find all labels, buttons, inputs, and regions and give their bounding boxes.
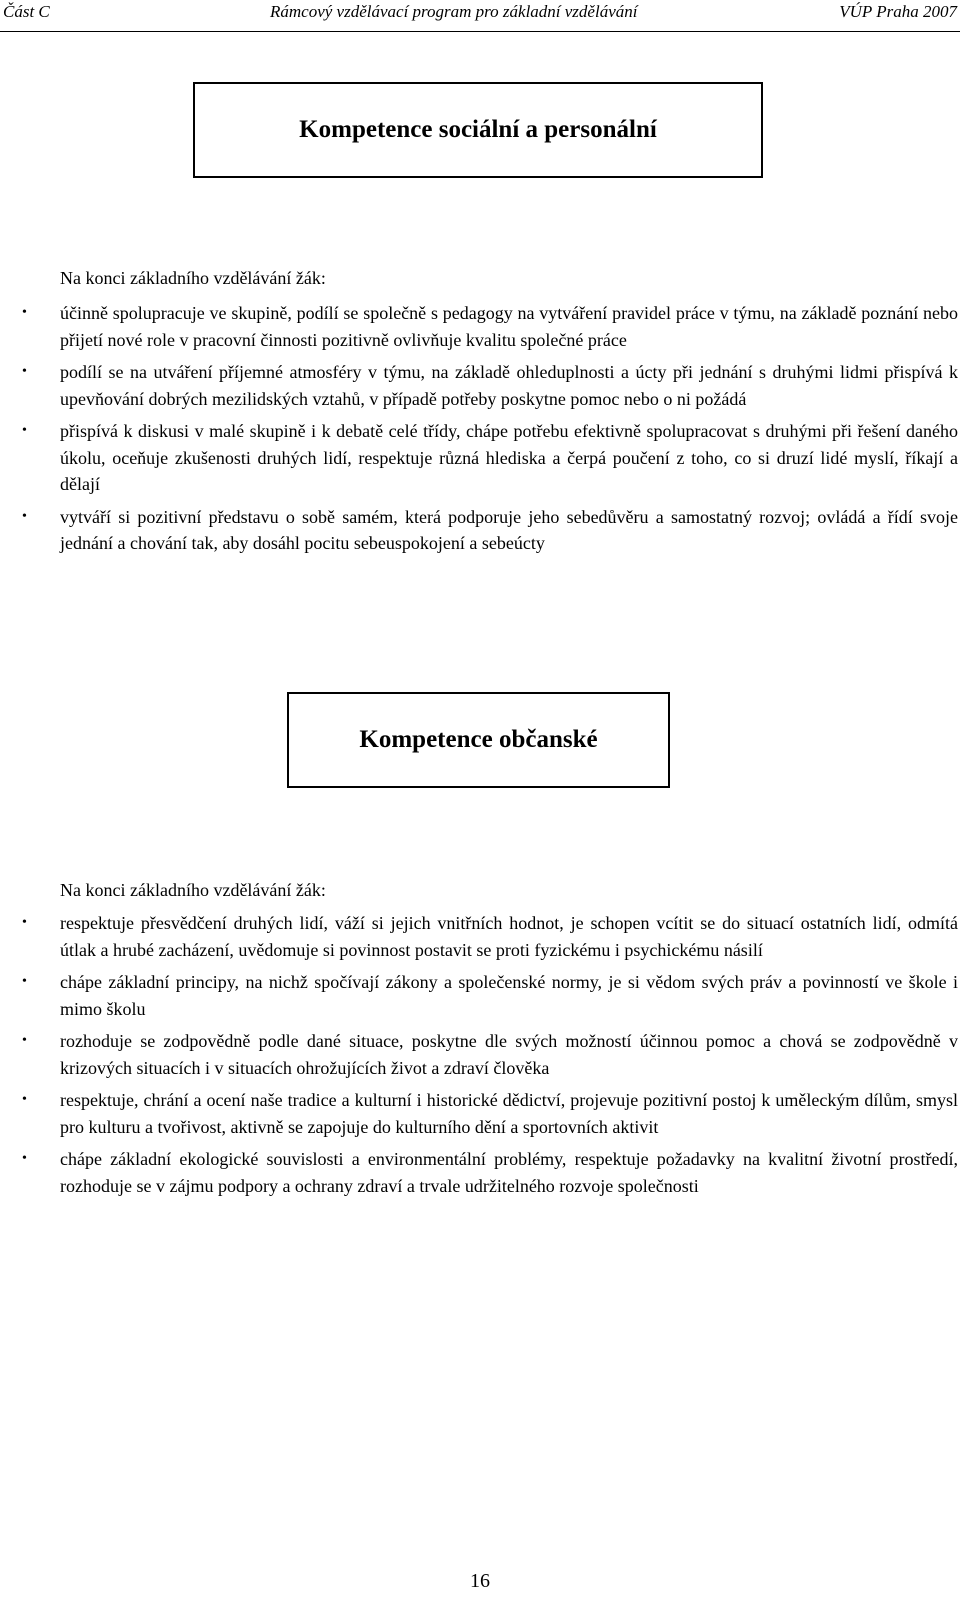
list-item-text: chápe základní principy, na nichž spočívají zákony a společenské normy, je si vědom svých práv a povinností ve škole i mimo školu: [60, 972, 958, 1019]
bullet-icon: •: [22, 974, 27, 989]
list-item: [0, 1028, 958, 1081]
list-item-text: rozhoduje se zodpovědně podle dané situace, poskytne dle svých možností účinnou pomoc a chová se zodpovědně v krizových situacích i v situacích ohrožujících život a zdraví člověka: [60, 1031, 958, 1078]
list-item: [0, 1087, 958, 1140]
bullet-icon: •: [22, 305, 27, 320]
bullet-icon: •: [22, 915, 27, 930]
page-number: 16: [470, 1570, 490, 1592]
list-item: [0, 969, 958, 1022]
bullet-icon: •: [22, 1092, 27, 1107]
competence-list-civic: [0, 910, 960, 1205]
bullet-icon: •: [22, 364, 27, 379]
list-item: [0, 910, 958, 963]
list-item: [0, 1146, 958, 1199]
section-intro-civic: Na konci základního vzdělávání žák:: [60, 880, 326, 900]
list-item: [0, 504, 958, 557]
header-document-title: Rámcový vzdělávací program pro základní vzdělávání: [270, 2, 638, 21]
list-item: [0, 359, 958, 412]
list-item-text: vytváří si pozitivní představu o sobě samém, která podporuje jeho sebedůvěru a samostatný rozvoj; ovládá a řídí svoje jednání a chování tak, aby dosáhl pocitu sebeuspokojení a sebeúcty: [60, 506, 958, 553]
list-item-text: podílí se na utváření příjemné atmosféry v týmu, na základě ohleduplnosti a úcty při jednání s druhými lidmi přispívá k upevňování dobrých mezilidských vztahů, v případě potřeby poskytne pomoc nebo o ni požádá: [60, 362, 958, 409]
list-item-text: respektuje, chrání a ocení naše tradice a kulturní i historické dědictví, projevuje pozitivní postoj k uměleckým dílům, smysl pro kulturu a tvořivost, aktivně se zapojuje do kulturního dění a sportovních aktivit: [60, 1090, 958, 1137]
header-part-label: Část C: [3, 2, 50, 21]
section-title-social-personal: Kompetence sociální a personální: [193, 82, 763, 178]
list-item: [0, 300, 958, 353]
list-item-text: přispívá k diskusi v malé skupině i k debatě celé třídy, chápe potřebu efektivně spolupracovat s druhými při řešení daného úkolu, oceňuje zkušenosti druhých lidí, respektuje různá hlediska a čerpá poučení z toho, co si druzí lidé myslí, říkají a dělají: [60, 421, 958, 494]
section-intro-social-personal: Na konci základního vzdělávání žák:: [60, 268, 326, 288]
list-item: [0, 418, 958, 498]
competence-list-social-personal: [0, 300, 960, 563]
list-item-text: chápe základní ekologické souvislosti a environmentální problémy, respektuje požadavky na kvalitní životní prostředí, rozhoduje se v zájmu podpory a ochrany zdraví a trvale udržitelného rozvoje společnosti: [60, 1149, 958, 1196]
bullet-icon: •: [22, 423, 27, 438]
page-header: [0, 0, 960, 30]
list-item-text: účinně spolupracuje ve skupině, podílí se společně s pedagogy na vytváření pravidel práce v týmu, na základě poznání nebo přijetí nové role v pracovní činnosti pozitivně ovlivňuje kvalitu společné práce: [60, 303, 958, 350]
header-divider: [0, 31, 960, 32]
bullet-icon: •: [22, 1151, 27, 1166]
list-item-text: respektuje přesvědčení druhých lidí, váží si jejich vnitřních hodnot, je schopen vcítit se do situací ostatních lidí, odmítá útlak a hrubé zacházení, uvědomuje si povinnost postavit se proti fyzickému i psychickému násilí: [60, 913, 958, 960]
bullet-icon: •: [22, 1033, 27, 1048]
header-publisher: VÚP Praha 2007: [839, 2, 957, 21]
bullet-icon: •: [22, 508, 27, 524]
section-title-civic: Kompetence občanské: [287, 692, 670, 788]
